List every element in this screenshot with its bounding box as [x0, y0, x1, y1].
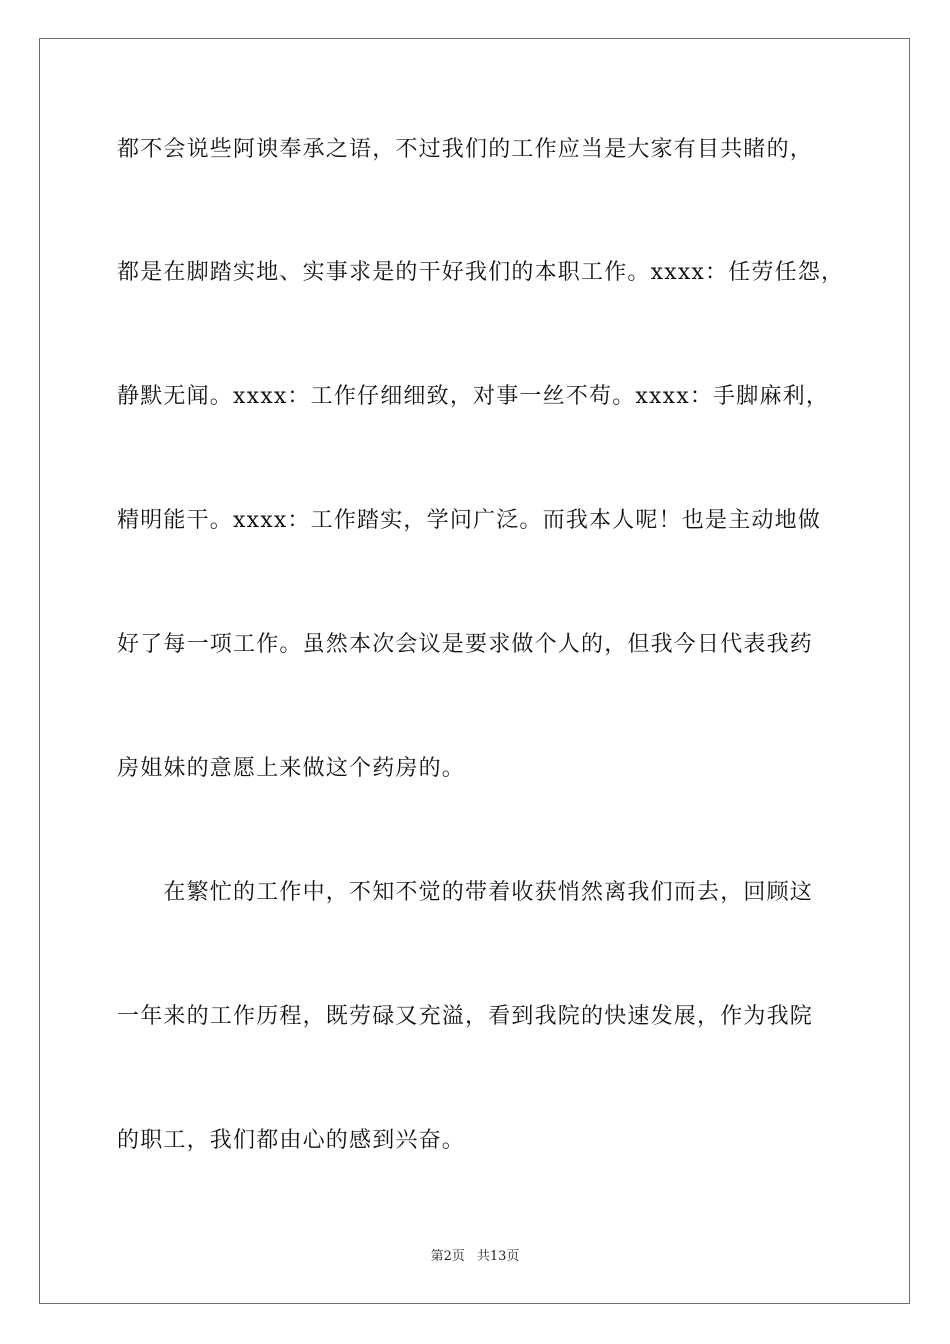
- paragraph-line: 静默无闻。xxxx：工作仔细细致，对事一丝不苟。xxxx：手脚麻利，: [117, 384, 830, 409]
- paragraph-line: 都是在脚踏实地、实事求是的干好我们的本职工作。xxxx：任劳任怨，: [117, 260, 845, 285]
- paragraph-line: 在繁忙的工作中，不知不觉的带着收获悄然离我们而去，回顾这: [117, 880, 814, 905]
- page-total: 共13页: [476, 1249, 520, 1264]
- page-border: [39, 38, 910, 1304]
- paragraph-line: 房姐妹的意愿上来做这个药房的。: [117, 756, 466, 781]
- paragraph-line: 的职工，我们都由心的感到兴奋。: [117, 1128, 466, 1153]
- paragraph-line: 都不会说些阿谀奉承之语，不过我们的工作应当是大家有目共睹的，: [117, 137, 814, 162]
- page-footer: [0, 1248, 950, 1266]
- paragraph-line: 好了每一项工作。虽然本次会议是要求做个人的，但我今日代表我药: [117, 632, 814, 657]
- paragraph-line: 精明能干。xxxx：工作踏实，学问广泛。而我本人呢！也是主动地做: [117, 508, 822, 533]
- paragraph-line: 一年来的工作历程，既劳碌又充溢，看到我院的快速发展，作为我院: [117, 1004, 814, 1029]
- page-number: 第2页: [430, 1249, 465, 1264]
